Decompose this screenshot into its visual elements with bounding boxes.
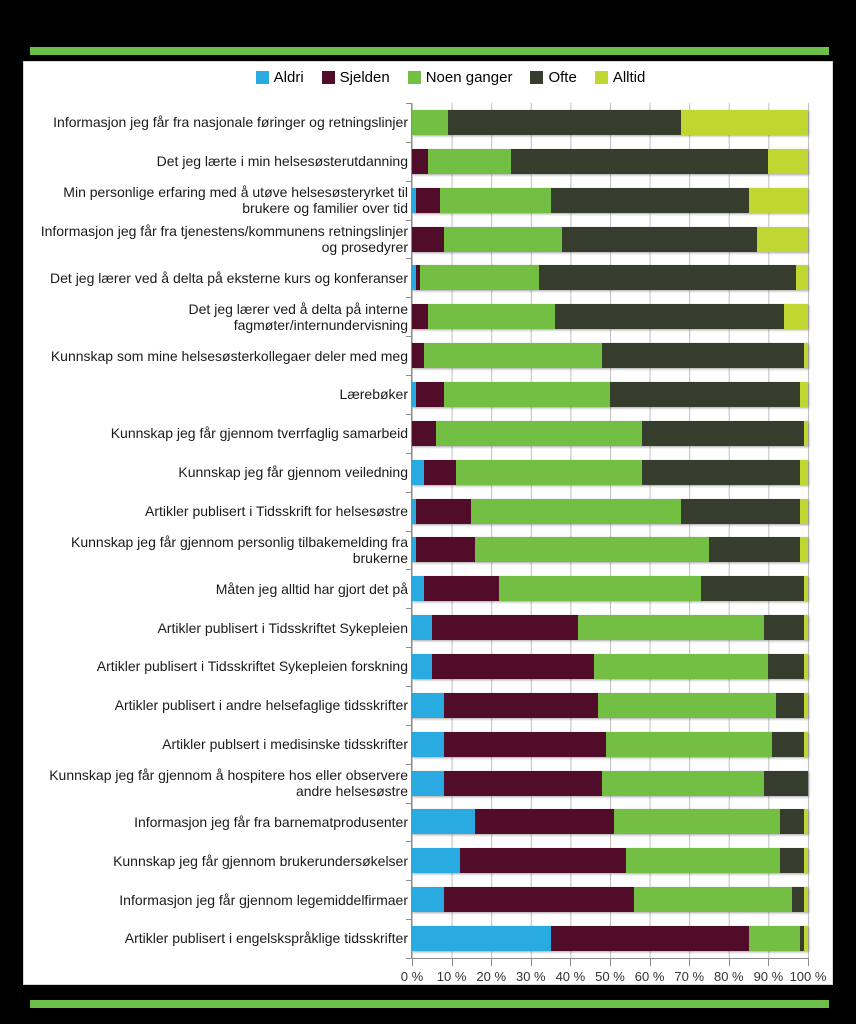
table-row <box>412 569 808 608</box>
legend-swatch-icon <box>530 71 543 84</box>
top-green-rule <box>30 47 829 55</box>
category-label: Artikler publisert i Tidsskriftet Sykepleien forskning <box>96 658 408 675</box>
x-axis-tick-label: 20 % <box>476 969 507 984</box>
legend-item-ofte <box>530 69 576 86</box>
bar-segment-ofte <box>602 343 804 368</box>
legend-swatch-icon <box>595 71 608 84</box>
bar-segment-alltid <box>804 926 808 951</box>
category-label: Kunnskap som mine helsesøsterkollegaer deler med meg <box>50 347 408 364</box>
bar-segment-noen-ganger <box>420 265 539 290</box>
bar-segment-ofte <box>551 188 749 213</box>
stacked-bar <box>412 421 808 446</box>
stacked-bar <box>412 188 808 213</box>
bar-segment-alltid <box>800 460 808 485</box>
bar-segment-sjelden <box>412 227 444 252</box>
bar-segment-alltid <box>804 693 808 718</box>
bar-segment-aldri <box>412 887 444 912</box>
bar-segment-sjelden <box>444 732 606 757</box>
stacked-bar <box>412 265 808 290</box>
stacked-bar <box>412 926 808 951</box>
table-row <box>412 647 808 686</box>
chart-panel <box>23 61 833 985</box>
category-label: Kunnskap jeg får gjennom tverrfaglig samarbeid <box>110 425 408 442</box>
bar-segment-ofte <box>768 654 804 679</box>
stacked-bar <box>412 654 808 679</box>
table-row <box>412 880 808 919</box>
legend-swatch-icon <box>408 71 421 84</box>
bar-segment-noen-ganger <box>598 693 776 718</box>
bar-segment-noen-ganger <box>626 848 780 873</box>
table-row <box>412 181 808 220</box>
bar-segment-alltid <box>800 537 808 562</box>
stacked-bar <box>412 848 808 873</box>
legend-item-noen-ganger <box>408 69 513 86</box>
y-axis-tick <box>406 453 412 454</box>
bar-segment-sjelden <box>416 537 475 562</box>
bar-segment-noen-ganger <box>578 615 764 640</box>
bar-segment-ofte <box>610 382 800 407</box>
bar-segment-noen-ganger <box>456 460 642 485</box>
bar-segment-alltid <box>800 499 808 524</box>
category-label: Kunnskap jeg får gjennom brukerundersøkelser <box>113 852 408 869</box>
bar-segment-sjelden <box>412 149 428 174</box>
table-row <box>412 919 808 958</box>
bar-segment-sjelden <box>412 421 436 446</box>
y-axis-tick <box>406 569 412 570</box>
table-row <box>412 258 808 297</box>
bar-segment-sjelden <box>444 771 602 796</box>
y-axis-tick <box>406 803 412 804</box>
bar-segment-sjelden <box>416 499 471 524</box>
bar-segment-noen-ganger <box>436 421 642 446</box>
bar-segment-noen-ganger <box>428 304 555 329</box>
legend-label: Aldri <box>273 69 304 86</box>
bar-segment-sjelden <box>475 809 614 834</box>
y-axis-tick <box>406 647 412 648</box>
bar-segment-aldri <box>412 615 432 640</box>
table-row <box>412 375 808 414</box>
category-label: Informasjon jeg får gjennom legemiddelfirmaer <box>119 891 408 908</box>
bar-segment-noen-ganger <box>444 382 610 407</box>
bar-segment-ofte <box>776 693 804 718</box>
bar-segment-sjelden <box>416 382 444 407</box>
bottom-green-rule <box>30 1000 829 1008</box>
y-axis-tick <box>406 258 412 259</box>
bar-segment-sjelden <box>416 188 440 213</box>
bar-segment-ofte <box>642 460 800 485</box>
x-axis-tick <box>412 958 413 966</box>
bar-segment-ofte <box>562 227 756 252</box>
bar-segment-alltid <box>749 188 808 213</box>
y-axis-tick <box>406 142 412 143</box>
bar-segment-alltid <box>804 732 808 757</box>
y-axis-tick <box>406 492 412 493</box>
bar-segment-ofte <box>780 848 804 873</box>
bar-segment-noen-ganger <box>471 499 681 524</box>
stacked-bar <box>412 693 808 718</box>
bar-segment-sjelden <box>460 848 626 873</box>
category-label: Artikler publisert i Tidsskriftet Sykepleien <box>157 619 408 636</box>
category-label: Informasjon jeg får fra tjenestens/kommunens retningslinjer og prosedyrer <box>40 222 408 255</box>
stacked-bar <box>412 771 808 796</box>
bar-segment-alltid <box>800 382 808 407</box>
stacked-bar <box>412 460 808 485</box>
y-axis-tick <box>406 414 412 415</box>
bar-segment-noen-ganger <box>499 576 701 601</box>
y-axis-tick <box>406 297 412 298</box>
bar-segment-alltid <box>804 848 808 873</box>
bar-segment-noen-ganger <box>428 149 511 174</box>
stacked-bar <box>412 887 808 912</box>
y-axis-tick <box>406 841 412 842</box>
y-axis-tick <box>406 103 412 104</box>
x-axis-tick <box>491 958 492 966</box>
legend-item-sjelden <box>322 69 390 86</box>
legend-swatch-icon <box>322 71 335 84</box>
bar-segment-ofte <box>511 149 768 174</box>
bar-segment-alltid <box>804 343 808 368</box>
bar-segment-sjelden <box>424 576 499 601</box>
table-row <box>412 841 808 880</box>
category-labels <box>30 103 408 958</box>
y-axis-tick <box>406 608 412 609</box>
category-label: Kunnskap jeg får gjennom personlig tilbakemelding fra brukerne <box>71 533 408 566</box>
stacked-bar <box>412 537 808 562</box>
x-axis-tick-label: 10 % <box>436 969 467 984</box>
x-axis-tick <box>531 958 532 966</box>
stacked-bar <box>412 304 808 329</box>
bar-segment-alltid <box>681 110 808 135</box>
bar-segment-aldri <box>412 460 424 485</box>
legend-label: Alltid <box>612 69 646 86</box>
y-axis-tick <box>406 375 412 376</box>
x-axis-tick <box>610 958 611 966</box>
bar-segment-sjelden <box>444 693 598 718</box>
bar-segment-aldri <box>412 809 475 834</box>
bar-segment-noen-ganger <box>440 188 551 213</box>
category-label: Måten jeg alltid har gjort det på <box>215 580 408 597</box>
bar-segment-sjelden <box>412 343 424 368</box>
x-axis-tick-label: 90 % <box>753 969 784 984</box>
category-label: Informasjon jeg får fra barnematprodusenter <box>134 813 408 830</box>
bar-segment-noen-ganger <box>606 732 772 757</box>
bar-rows <box>412 103 808 958</box>
legend-swatch-icon <box>256 71 269 84</box>
stacked-bar <box>412 732 808 757</box>
y-axis-tick <box>406 919 412 920</box>
category-label: Artikler publisert i Tidsskrift for helsesøstre <box>145 502 408 519</box>
table-row <box>412 453 808 492</box>
bar-segment-noen-ganger <box>594 654 768 679</box>
bar-segment-sjelden <box>444 887 634 912</box>
category-label: Artikler publisert i andre helsefaglige tidsskrifter <box>114 697 408 714</box>
table-row <box>412 142 808 181</box>
y-axis-tick <box>406 764 412 765</box>
y-axis-tick <box>406 220 412 221</box>
bar-segment-aldri <box>412 848 460 873</box>
bar-segment-sjelden <box>412 304 428 329</box>
bar-segment-ofte <box>764 615 804 640</box>
bar-segment-sjelden <box>432 654 594 679</box>
category-label: Min personlige erfaring med å utøve helsesøsteryrket til brukere og familier over tid <box>63 184 408 217</box>
category-label: Lærebøker <box>339 386 408 403</box>
category-label: Kunnskap jeg får gjennom veiledning <box>178 464 408 481</box>
bar-segment-alltid <box>796 265 808 290</box>
bar-segment-alltid <box>804 887 808 912</box>
bar-segment-aldri <box>412 771 444 796</box>
y-axis-tick <box>406 336 412 337</box>
table-row <box>412 336 808 375</box>
bar-segment-ofte <box>772 732 804 757</box>
table-row <box>412 530 808 569</box>
stacked-bar <box>412 149 808 174</box>
x-axis-tick-label: 0 % <box>400 969 424 984</box>
x-axis-tick-label: 50 % <box>595 969 625 984</box>
stacked-bar <box>412 809 808 834</box>
category-label: Kunnskap jeg får gjennom å hospitere hos eller observere andre helsesøstre <box>49 766 408 800</box>
bar-segment-noen-ganger <box>412 110 448 135</box>
x-axis-tick-label: 40 % <box>555 969 586 984</box>
bar-segment-noen-ganger <box>475 537 709 562</box>
table-row <box>412 492 808 531</box>
category-label: Det jeg lærer ved å delta på interne fagmøter/internundervisning <box>188 300 408 333</box>
bar-segment-alltid <box>804 654 808 679</box>
stacked-bar <box>412 382 808 407</box>
bar-segment-noen-ganger <box>614 809 780 834</box>
bar-segment-alltid <box>804 421 808 446</box>
stacked-bar <box>412 576 808 601</box>
legend-label: Noen ganger <box>425 69 513 86</box>
x-axis-tick <box>689 958 690 966</box>
x-axis-tick <box>808 958 809 966</box>
category-label: Det jeg lærte i min helsesøsterutdanning <box>156 153 408 170</box>
bar-segment-ofte <box>709 537 800 562</box>
bar-segment-noen-ganger <box>424 343 602 368</box>
x-axis-tick-label: 30 % <box>515 969 546 984</box>
x-axis-tick <box>650 958 651 966</box>
bar-segment-ofte <box>701 576 804 601</box>
legend-label: Ofte <box>548 69 577 86</box>
stacked-bar <box>412 343 808 368</box>
table-row <box>412 802 808 841</box>
table-row <box>412 414 808 453</box>
bar-segment-alltid <box>784 304 808 329</box>
x-axis-tick <box>768 958 769 966</box>
bar-segment-ofte <box>792 887 804 912</box>
bar-segment-aldri <box>412 732 444 757</box>
x-axis-tick-label: 80 % <box>713 969 744 984</box>
x-axis-tick-label: 100 % <box>789 969 827 984</box>
bar-segment-aldri <box>412 576 424 601</box>
bar-segment-alltid <box>757 227 808 252</box>
bar-segment-ofte <box>764 771 808 796</box>
bar-segment-noen-ganger <box>749 926 800 951</box>
category-label: Det jeg lærer ved å delta på eksterne kurs og konferanser <box>50 269 408 286</box>
stacked-bar <box>412 499 808 524</box>
bar-segment-ofte <box>642 421 804 446</box>
category-label: Informasjon jeg får fra nasjonale føringer og retningslinjer <box>53 114 408 131</box>
table-row <box>412 608 808 647</box>
bar-segment-sjelden <box>432 615 579 640</box>
category-label: Artikler publsert i medisinske tidsskrifter <box>162 736 408 753</box>
stacked-bar <box>412 227 808 252</box>
table-row <box>412 103 808 142</box>
table-row <box>412 297 808 336</box>
bar-segment-ofte <box>555 304 785 329</box>
legend-item-aldri <box>256 69 304 86</box>
y-axis-tick <box>406 531 412 532</box>
x-axis-tick <box>729 958 730 966</box>
x-axis-tick-label: 70 % <box>674 969 705 984</box>
bar-segment-noen-ganger <box>602 771 764 796</box>
legend-item-alltid <box>595 69 646 86</box>
bar-segment-ofte <box>539 265 796 290</box>
table-row <box>412 764 808 803</box>
chart-legend <box>24 69 832 86</box>
bar-segment-aldri <box>412 926 551 951</box>
stacked-bar <box>412 615 808 640</box>
category-label: Artikler publisert i engelskspråklige tidsskrifter <box>124 930 408 947</box>
y-axis-tick <box>406 880 412 881</box>
bar-segment-alltid <box>804 576 808 601</box>
bar-segment-noen-ganger <box>634 887 792 912</box>
bar-segment-ofte <box>681 499 800 524</box>
x-axis-tick <box>570 958 571 966</box>
bar-segment-sjelden <box>551 926 749 951</box>
bar-segment-aldri <box>412 693 444 718</box>
table-row <box>412 686 808 725</box>
y-axis-tick <box>406 181 412 182</box>
bar-segment-ofte <box>780 809 804 834</box>
bar-segment-noen-ganger <box>444 227 563 252</box>
y-axis-tick <box>406 725 412 726</box>
bar-segment-alltid <box>768 149 808 174</box>
bar-segment-alltid <box>804 615 808 640</box>
bar-segment-aldri <box>412 654 432 679</box>
stacked-bar <box>412 110 808 135</box>
y-axis-tick <box>406 686 412 687</box>
plot-area <box>400 103 827 984</box>
bar-segment-sjelden <box>424 460 456 485</box>
x-axis-tick-label: 60 % <box>634 969 665 984</box>
x-axis-tick <box>452 958 453 966</box>
table-row <box>412 725 808 764</box>
bar-segment-ofte <box>448 110 682 135</box>
bar-segment-alltid <box>804 809 808 834</box>
legend-label: Sjelden <box>339 69 390 86</box>
table-row <box>412 220 808 259</box>
